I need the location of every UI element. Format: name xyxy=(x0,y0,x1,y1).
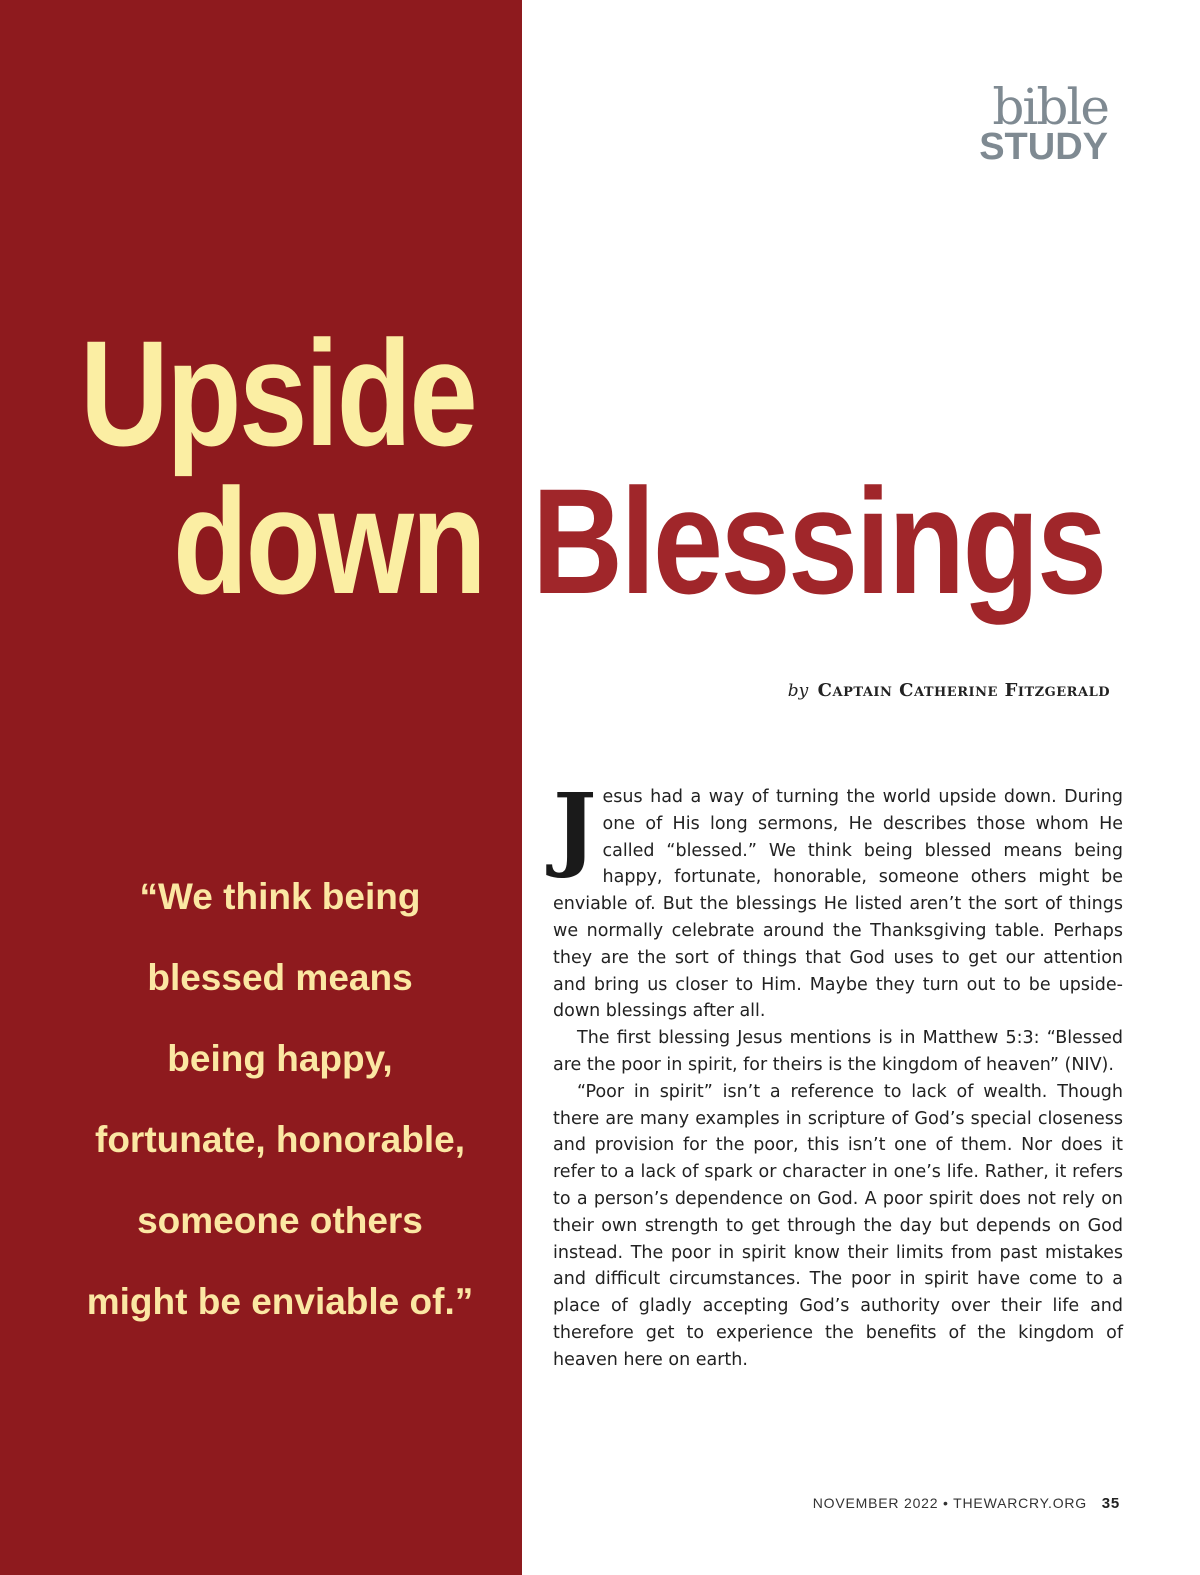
article-body xyxy=(553,773,1123,1374)
article-paragraph: The first blessing Jesus mentions is in Matthew 5:3: “Blessed are the poor in spirit, for theirs is the kingdom of heaven” (NIV). xyxy=(553,1028,1123,1075)
footer-separator: • xyxy=(943,1495,949,1511)
title-line-upside: Upside xyxy=(80,309,476,477)
author-name: Captain Catherine Fitzgerald xyxy=(817,680,1110,701)
section-label xyxy=(979,78,1108,168)
pull-quote-line: someone others xyxy=(137,1200,423,1241)
pull-quote-line: blessed means xyxy=(147,957,413,998)
byline xyxy=(788,680,1110,701)
section-label-upper: STUDY xyxy=(979,126,1108,168)
title-line-down: down xyxy=(173,457,485,625)
pull-quote-line: being happy, xyxy=(167,1038,393,1079)
paragraph-text: esus had a way of turning the world upside down. During one of His long sermons, He describes those whom He called “blessed.” We think being blessed means being happy, fortunate, honorable, someone others might be enviable of. But the blessings He listed aren’t the sort of things we normally celebrate around the Thanksgiving table. Perhaps they are the sort of things that God uses to get our attention and bring us closer to Him. Maybe they turn out to be upside-down blessings after all. xyxy=(553,787,1123,1022)
article-paragraph: “Poor in spirit” isn’t a reference to lack of wealth. Though there are many examples in scripture of God’s special closeness and provision for the poor, this isn’t one of them. Nor does it refer to a lack of spark or character in one’s life. Rather, it refers to a person’s dependence on God. A poor spirit does not rely on their own strength to get through the day but depends on God instead. The poor in spirit know their limits from past mistakes and difficult circumstances. The poor in spirit have come to a place of gladly accepting God’s authority over their life and therefore get to experience the benefits of the kingdom of heaven here on earth. xyxy=(553,1081,1123,1370)
footer-issue: NOVEMBER 2022 xyxy=(812,1495,939,1511)
title-line-blessings: Blessings xyxy=(532,457,1105,625)
pull-quote-line: fortunate, honorable, xyxy=(95,1119,465,1160)
footer-site: THEWARCRY.ORG xyxy=(953,1495,1087,1511)
drop-cap: J xyxy=(553,773,597,881)
page-number: 35 xyxy=(1101,1495,1120,1512)
section-label-lower: bible xyxy=(992,78,1108,136)
page-footer xyxy=(813,1495,1120,1512)
pull-quote-line: “We think being xyxy=(139,876,421,917)
pull-quote xyxy=(60,856,500,1342)
pull-quote-line: might be enviable of.” xyxy=(86,1281,474,1322)
byline-prefix: by xyxy=(787,681,809,701)
article-paragraph xyxy=(553,773,1123,1025)
